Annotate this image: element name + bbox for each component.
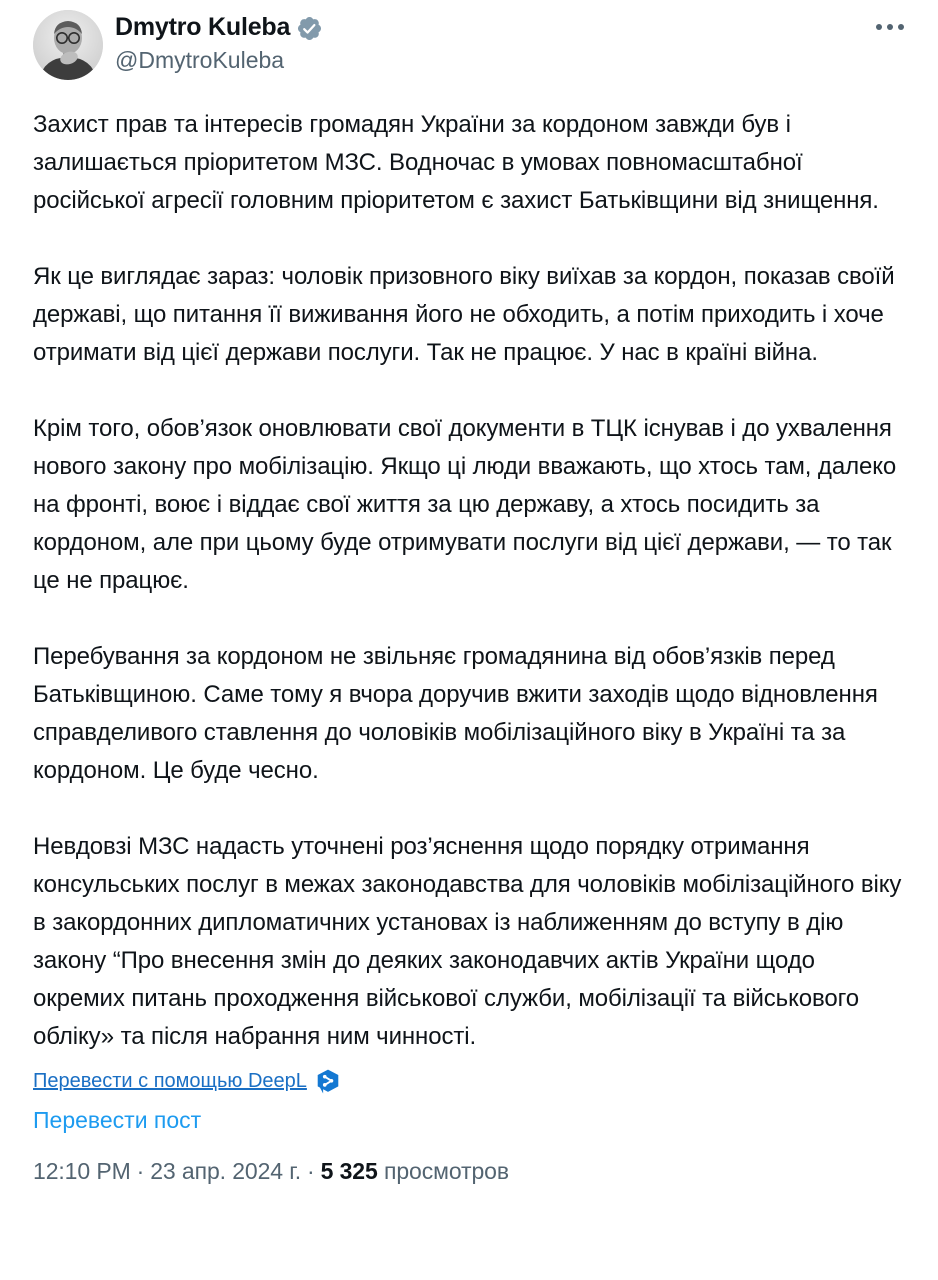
- translate-post-link[interactable]: Перевести пост: [33, 1107, 202, 1133]
- tweet-paragraph: Крім того, обов’язок оновлювати свої документи в ТЦК існував і до ухвалення нового закону про мобілізацію. Якщо ці люди вважають, що хтось там, далеко на фронті, воює і віддає свої життя за цю державу, а хтось посидить за кордоном, але при цьому буде отримувати послуги від цієї держави, — то так це не працює.: [33, 415, 897, 594]
- tweet-header: [33, 10, 908, 80]
- date: 23 апр. 2024 г.: [150, 1158, 302, 1184]
- name-block: [115, 10, 323, 75]
- tweet-text: [33, 106, 908, 1056]
- display-name[interactable]: Dmytro Kuleba: [115, 13, 291, 41]
- verified-badge-icon: [296, 15, 323, 42]
- meta-separator: ·: [307, 1158, 315, 1184]
- tweet-paragraph: Захист прав та інтересів громадян України за кордоном завжди був і залишається пріоритетом МЗС. Водночас в умовах повномасштабної російської агресії головним пріоритетом є захист Батьківщини від знищення.: [33, 111, 879, 214]
- tweet-paragraph: Невдовзі МЗС надасть уточнені роз’яснення щодо порядку отримання консульських послуг в межах законодавства для чоловіків мобілізаційного віку в закордонних дипломатичних установах із наближенням до вступу в дію закону “Про внесення змін до деяких законодавчих актів України щодо окремих питань проходження військової служби, мобілізації та військового обліку» та після набрання ним чинності.: [33, 833, 902, 1050]
- meta-separator: ·: [136, 1158, 145, 1184]
- timestamp: 12:10 PM: [33, 1158, 131, 1184]
- tweet-meta: [33, 1158, 908, 1185]
- more-icon: [876, 24, 882, 30]
- deepl-translate-row: [33, 1068, 908, 1094]
- tweet-paragraph: Перебування за кордоном не звільняє громадянина від обов’язків перед Батьківщиною. Саме тому я вчора доручив вжити заходів щодо відновлення справделивого ставлення до чоловіків мобілізаційного віку в Україні та за кордоном. Це буде чесно.: [33, 643, 878, 784]
- more-button[interactable]: [872, 10, 908, 44]
- handle[interactable]: @DmytroKuleba: [115, 47, 285, 74]
- more-icon: [887, 24, 893, 30]
- views-count: 5 325: [320, 1158, 378, 1184]
- deepl-icon[interactable]: [315, 1068, 341, 1094]
- avatar[interactable]: [33, 10, 103, 80]
- tweet-paragraph: Як це виглядає зараз: чоловік призовного віку виїхав за кордон, показав своїй державі, що питання її виживання його не обходить, а потім приходить і хоче отримати від цієї держави послуги. Так не працює. У нас в країні війна.: [33, 263, 895, 366]
- more-icon: [898, 24, 904, 30]
- deepl-translate-link[interactable]: Перевести с помощью DeepL: [33, 1069, 307, 1092]
- views-label: просмотров: [383, 1158, 509, 1184]
- avatar-photo: [33, 10, 103, 80]
